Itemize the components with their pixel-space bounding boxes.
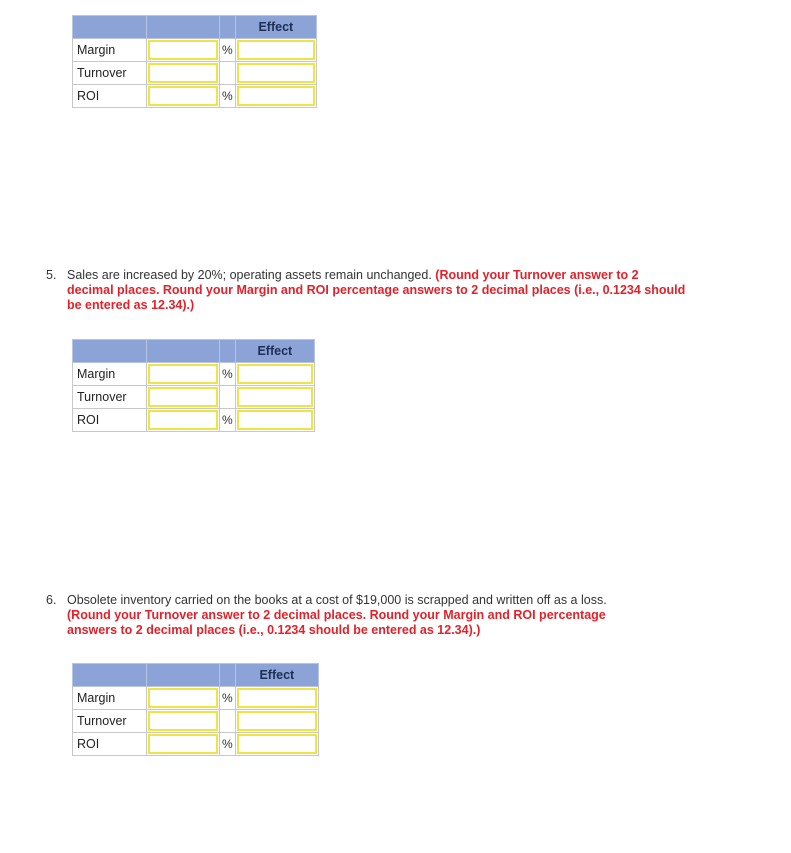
margin-value-input[interactable] (148, 364, 217, 384)
roi-value-input[interactable] (148, 410, 217, 430)
answer-table-3 (72, 663, 319, 756)
table-row (73, 733, 319, 756)
roi-effect-input[interactable] (237, 734, 317, 754)
rounding-instructions: (Round your Turnover answer to 2 decimal places. Round your Margin and ROI percentage answers to 2 decimal places (i.e., 0.1234 should be entered as 12.34).) (67, 608, 606, 637)
header-blank-cell (219, 664, 235, 687)
turnover-unit (219, 710, 235, 733)
header-blank-cell (147, 664, 219, 687)
turnover-effect-input[interactable] (237, 387, 313, 407)
table-header-row (73, 340, 315, 363)
turnover-value-input[interactable] (148, 387, 217, 407)
rounding-instructions: (Round your Turnover answer to 2 decimal places. Round your Margin and ROI percentage answers to 2 decimal places (i.e., 0.1234 should be entered as 12.34).) (67, 268, 686, 312)
margin-value-input[interactable] (148, 40, 217, 60)
turnover-effect-input[interactable] (237, 63, 315, 83)
row-label-margin: Margin (73, 363, 147, 386)
margin-value-input[interactable] (148, 688, 217, 708)
header-effect: Effect (235, 16, 316, 39)
header-effect: Effect (235, 664, 318, 687)
header-blank-cell (73, 16, 147, 39)
roi-value-input[interactable] (148, 734, 217, 754)
table-row (73, 687, 319, 710)
table-header-row (73, 16, 317, 39)
header-blank-cell (219, 340, 235, 363)
table-row (73, 363, 315, 386)
margin-unit: % (219, 363, 235, 386)
header-blank-cell (147, 16, 219, 39)
question-number: 6. (46, 593, 57, 607)
answer-table-2 (72, 339, 315, 432)
table-row (73, 710, 319, 733)
turnover-value-input[interactable] (148, 63, 217, 83)
header-blank-cell (73, 340, 147, 363)
roi-unit: % (219, 409, 235, 432)
row-label-margin: Margin (73, 687, 147, 710)
margin-effect-input[interactable] (237, 364, 313, 384)
table-row (73, 62, 317, 85)
table-row (73, 409, 315, 432)
row-label-turnover: Turnover (73, 386, 147, 409)
question-text: Obsolete inventory carried on the books at a cost of $19,000 is scrapped and written off as a loss. (67, 593, 607, 607)
turnover-effect-input[interactable] (237, 711, 317, 731)
turnover-value-input[interactable] (148, 711, 217, 731)
row-label-roi: ROI (73, 409, 147, 432)
header-effect: Effect (235, 340, 314, 363)
roi-unit: % (219, 733, 235, 756)
roi-effect-input[interactable] (237, 410, 313, 430)
row-label-roi: ROI (73, 85, 147, 108)
row-label-turnover: Turnover (73, 62, 147, 85)
table-row (73, 85, 317, 108)
margin-effect-input[interactable] (237, 688, 317, 708)
row-label-margin: Margin (73, 39, 147, 62)
question-text: Sales are increased by 20%; operating assets remain unchanged. (67, 268, 436, 282)
table-row (73, 39, 317, 62)
question-number: 5. (46, 268, 57, 282)
turnover-unit (219, 62, 235, 85)
header-blank-cell (73, 664, 147, 687)
table-row (73, 386, 315, 409)
table-header-row (73, 664, 319, 687)
margin-unit: % (219, 687, 235, 710)
margin-unit: % (219, 39, 235, 62)
roi-value-input[interactable] (148, 86, 217, 106)
roi-unit: % (219, 85, 235, 108)
question-6 (46, 593, 646, 638)
question-5 (46, 268, 686, 313)
roi-effect-input[interactable] (237, 86, 315, 106)
turnover-unit (219, 386, 235, 409)
margin-effect-input[interactable] (237, 40, 315, 60)
answer-table-1 (72, 15, 317, 108)
header-blank-cell (147, 340, 219, 363)
header-blank-cell (219, 16, 235, 39)
row-label-roi: ROI (73, 733, 147, 756)
row-label-turnover: Turnover (73, 710, 147, 733)
